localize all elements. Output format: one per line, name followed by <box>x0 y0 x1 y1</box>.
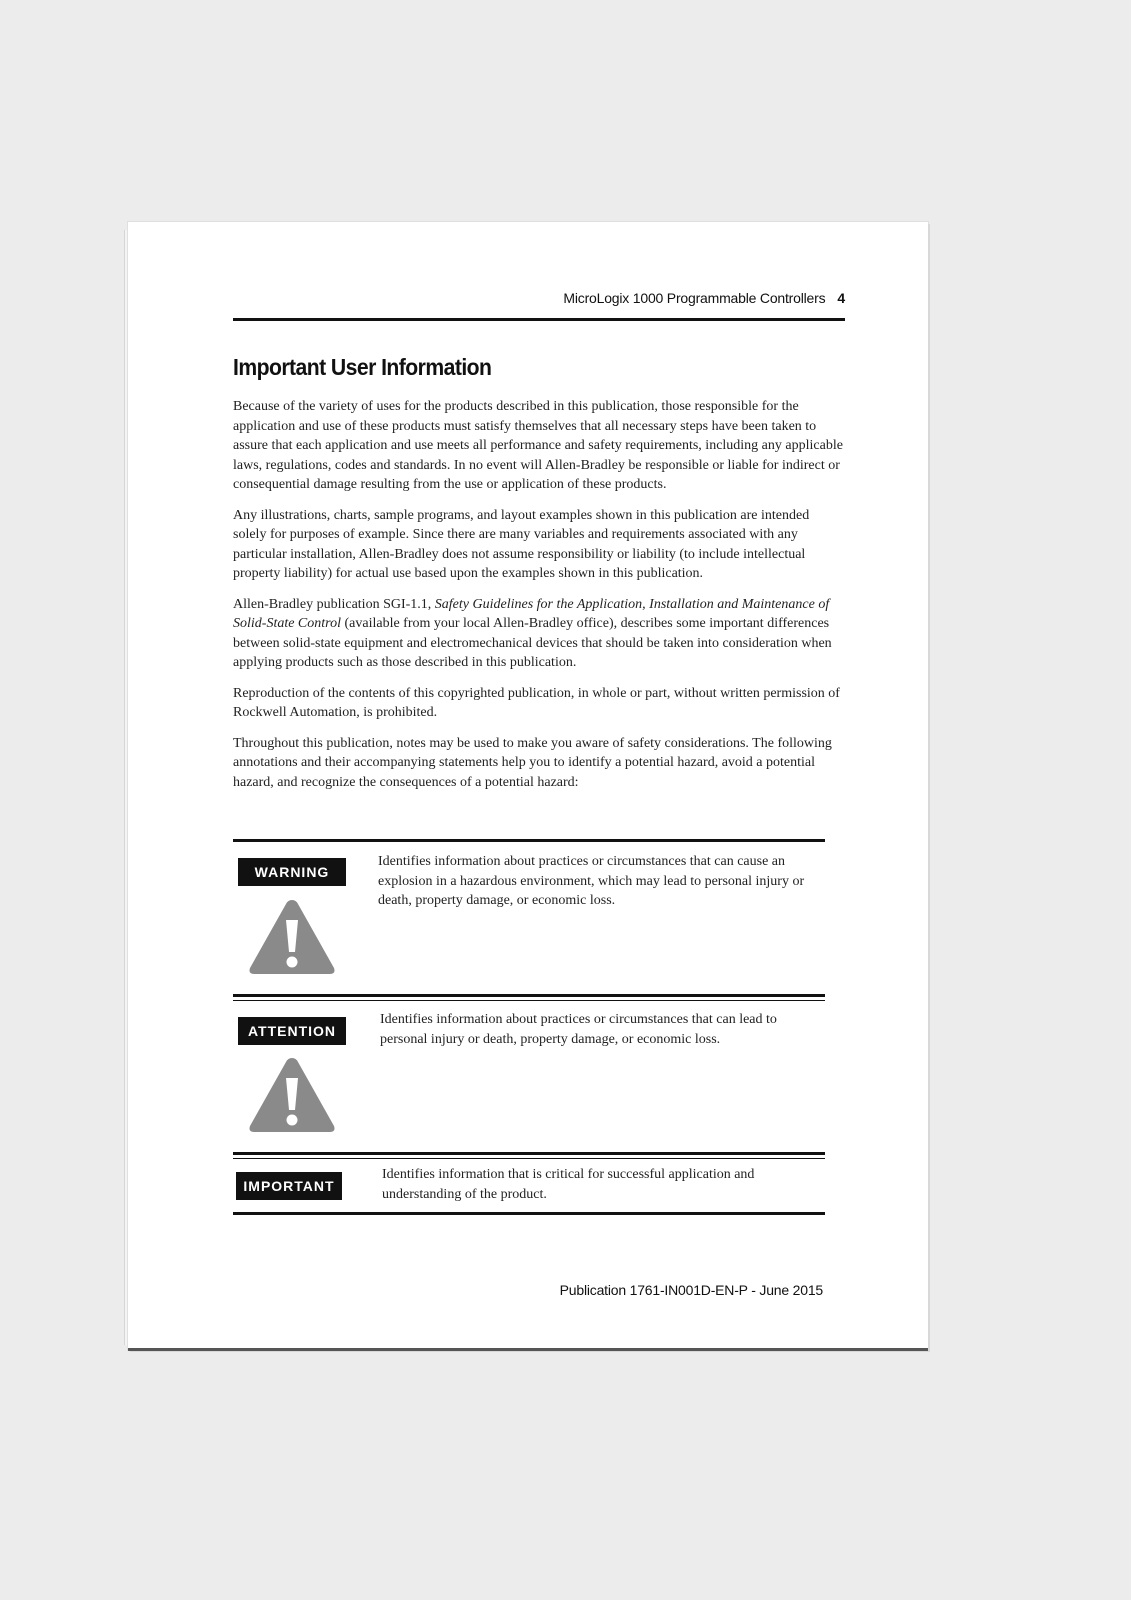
warning-bottom-rule <box>233 994 825 997</box>
attention-text: Identifies information about practices or circumstances that can lead to personal injury or death, property damage, or economic loss. <box>380 1012 777 1047</box>
paragraph-responsibility: Because of the variety of uses for the products described in this publication, those responsible for the application and use of these products must satisfy themselves that all necessary steps have been taken to assure that each application and use meets all performance and safety requirements, including any applicable laws, regulations, codes and standards. In no event will Allen-Bradley be responsible or liable for indirect or consequential damage resulting from the use or application of these products. <box>233 399 843 492</box>
safety-guidelines-title: Safety Guidelines for the Application, Installation and Maintenance of Solid-State Control <box>233 596 830 631</box>
page-title: Important User Information <box>233 354 492 380</box>
footer-publication: Publication 1761-IN001D-EN-P - June 2015 <box>559 1282 823 1298</box>
paragraph-safety-guidelines-end: (available from your local Allen-Bradley office), describes some important differences between solid-state equipment and electromechanical devices that should be taken into consideration when applying products such as those described in this publication. <box>233 616 832 670</box>
page-number: 4 <box>837 290 845 306</box>
header-rule <box>233 318 845 321</box>
warning-bottom-rule-thin <box>233 1000 825 1001</box>
warning-top-rule <box>233 839 825 842</box>
attention-bottom-rule-thin <box>233 1158 825 1159</box>
body-text <box>233 397 845 803</box>
paragraph-examples: Any illustrations, charts, sample programs, and layout examples shown in this publication are intended solely for purposes of example. Since there are many variables and requirements associated with any particular installation, Allen-Bradley does not assume responsibility or liability (to include intellectual property liability) for actual use based upon the examples shown in this publication. <box>233 507 810 581</box>
header-title: MicroLogix 1000 Programmable Controllers <box>563 290 826 306</box>
warning-triangle-icon <box>246 1052 338 1136</box>
important-badge: IMPORTANT <box>236 1172 342 1200</box>
document-page <box>128 222 928 1350</box>
paragraph-safety-guidelines <box>233 595 845 673</box>
warning-badge: WARNING <box>238 858 346 886</box>
warning-triangle-icon <box>246 894 338 978</box>
attention-badge: ATTENTION <box>238 1017 346 1045</box>
running-header <box>233 290 845 306</box>
paragraph-reproduction: Reproduction of the contents of this copyrighted publication, in whole or part, without written permission of Rockwell Automation, is prohibited. <box>233 685 840 720</box>
important-bottom-rule <box>233 1212 825 1215</box>
paragraph-safety-guidelines-start: Allen-Bradley publication SGI-1.1, <box>233 596 435 612</box>
warning-text: Identifies information about practices or circumstances that can cause an explosion in a hazardous environment, which may lead to personal injury or death, property damage, or economic loss. <box>378 854 805 908</box>
paragraph-annotations: Throughout this publication, notes may be used to make you aware of safety considerations. The following annotations and their accompanying statements help you to identify a potential hazard, avoid a potential hazard, and recognize the consequences of a potential hazard: <box>233 735 832 790</box>
paper-bottom-edge <box>128 1348 928 1351</box>
attention-bottom-rule <box>233 1152 825 1155</box>
important-text: Identifies information that is critical for successful application and understanding of the product. <box>382 1167 755 1202</box>
